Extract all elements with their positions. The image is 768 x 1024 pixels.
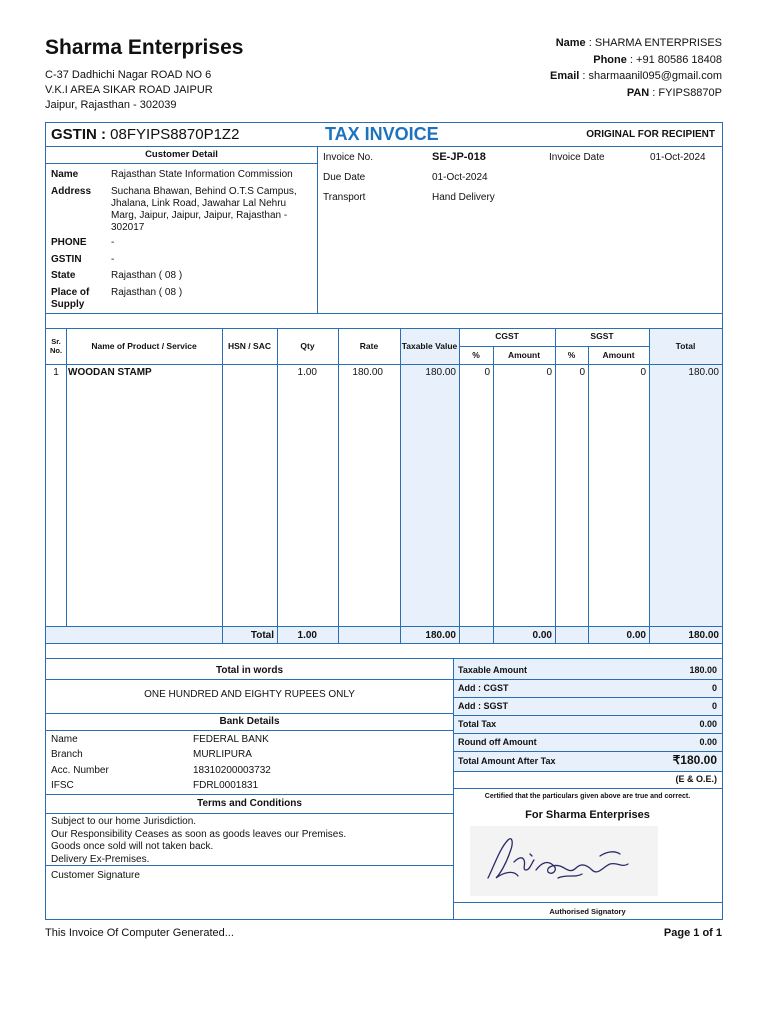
due-date: 01-Oct-2024: [432, 172, 488, 183]
row-product-name: WOODAN STAMP: [68, 367, 152, 378]
bank-heading: Bank Details: [219, 716, 280, 727]
place-of-supply: Rajasthan ( 08 ): [111, 287, 183, 298]
customer-name: Rajasthan State Information Commission: [111, 169, 293, 180]
invoice-no: SE-JP-018: [432, 151, 486, 163]
transport-label: Transport: [323, 192, 366, 203]
header-hsn: HSN / SAC: [228, 341, 271, 351]
row-sr: 1: [53, 367, 59, 378]
total-sgst: 0.00: [626, 630, 646, 641]
signature-image: [470, 826, 658, 896]
total-tax-label: Total Tax: [458, 719, 497, 729]
customer-gstin: -: [111, 254, 115, 265]
cgst-label: Add : CGST: [458, 683, 509, 693]
header-sgst-amount: Amount: [602, 350, 635, 360]
address-line: V.K.I AREA SIKAR ROAD JAIPUR: [45, 84, 213, 96]
seller-pan-line: PAN : FYIPS8870P: [626, 86, 722, 99]
terms-text: Subject to our home Jurisdiction. Our Responsibility Ceases as soon as goods leaves our Premises. Goods once sold will not taken back. Delivery Ex-Premises.: [51, 816, 347, 865]
gstin: GSTIN : 08FYIPS8870P1Z2: [51, 126, 240, 143]
seller-contact: [550, 35, 722, 101]
invoice-title: TAX INVOICE: [325, 124, 439, 144]
company-name: Sharma Enterprises: [45, 36, 244, 59]
total-taxable: 180.00: [425, 630, 456, 641]
bank-name: FEDERAL BANK: [193, 734, 269, 745]
taxable-amount-label: Taxable Amount: [458, 665, 528, 675]
row-cgst-amount: 0: [546, 367, 552, 378]
header-sr-no: Sr. No.: [49, 337, 63, 355]
customer-detail: [46, 147, 318, 313]
row-total: 180.00: [688, 367, 719, 378]
customer-state: Rajasthan ( 08 ): [111, 270, 183, 281]
row-sgst-pct: 0: [579, 367, 585, 378]
total-amount: 180.00: [688, 630, 719, 641]
total-label: Total: [250, 630, 274, 641]
sgst-value: 0: [711, 701, 717, 711]
header-sgst-pct: %: [567, 350, 576, 360]
gstin-row: [46, 123, 722, 147]
invoice-date-label: Invoice Date: [549, 152, 605, 163]
invoice-frame: [45, 122, 723, 920]
header-cgst-pct: %: [472, 350, 480, 360]
row-cgst-pct: 0: [484, 367, 490, 378]
words-heading: Total in words: [215, 665, 284, 676]
invoice-date: 01-Oct-2024: [650, 152, 706, 163]
bank-ifsc: FDRL0001831: [193, 780, 259, 791]
customer-heading: Customer Detail: [46, 147, 317, 164]
header-qty: Qty: [300, 341, 315, 351]
place-of-supply-label: Place of Supply: [51, 287, 90, 310]
header-total: Total: [675, 341, 696, 351]
eoe: (E & O.E.): [675, 774, 717, 784]
customer-signature-label: Customer Signature: [51, 870, 140, 881]
header-sgst: SGST: [590, 331, 614, 341]
seller-email-line: Email : sharmaanil095@gmail.com: [550, 70, 722, 82]
terms-heading: Terms and Conditions: [197, 798, 302, 809]
footer-note: This Invoice Of Computer Generated...: [45, 927, 234, 939]
round-off-label: Round off Amount: [458, 737, 537, 747]
invoice-no-label: Invoice No.: [323, 152, 374, 163]
header-rate: Rate: [359, 341, 379, 351]
bank-ifsc-label: IFSC: [51, 780, 74, 791]
customer-phone: -: [111, 237, 115, 248]
authorised-signatory: Authorised Signatory: [549, 907, 626, 916]
signature-text: Anil Sharma: [564, 892, 570, 893]
customer-phone-label: PHONE: [51, 237, 87, 248]
round-off: 0.00: [699, 737, 717, 747]
sgst-label: Add : SGST: [458, 701, 508, 711]
due-date-label: Due Date: [323, 172, 366, 183]
separator-band: [46, 313, 722, 328]
taxable-amount: 180.00: [689, 665, 717, 675]
words-value: ONE HUNDRED AND EIGHTY RUPEES ONLY: [144, 689, 355, 700]
header-product-name: Name of Product / Service: [91, 341, 197, 351]
copy-label: ORIGINAL FOR RECIPIENT: [586, 129, 715, 140]
row-sgst-amount: 0: [640, 367, 646, 378]
bank-branch: MURLIPURA: [193, 749, 252, 760]
customer-state-label: State: [51, 270, 76, 281]
row-rate: 180.00: [352, 367, 383, 378]
address-line: C-37 Dadhichi Nagar ROAD NO 6: [45, 69, 212, 81]
bank-acc: 18310200003732: [193, 765, 271, 776]
address-line: Jaipur, Rajasthan - 302039: [45, 99, 177, 111]
total-tax: 0.00: [699, 719, 717, 729]
company-address: [45, 68, 213, 113]
seller-name-line: Name : SHARMA ENTERPRISES: [555, 37, 722, 49]
seller-phone-line: Phone : +91 80586 18408: [593, 53, 722, 66]
total-cgst: 0.00: [532, 630, 552, 641]
after-tax-amount: ₹180.00: [672, 753, 717, 767]
customer-gstin-label: GSTIN: [51, 254, 82, 265]
cgst-value: 0: [711, 683, 717, 693]
total-qty: 1.00: [297, 630, 317, 641]
bank-branch-label: Branch: [51, 749, 83, 760]
for-company: For Sharma Enterprises: [525, 809, 650, 821]
bank-name-label: Name: [51, 734, 78, 745]
transport: Hand Delivery: [432, 192, 495, 203]
page-number: Page 1 of 1: [663, 927, 722, 939]
row-qty: 1.00: [297, 367, 317, 378]
certified-text: Certified that the particulars given above are true and correct.: [484, 793, 691, 800]
customer-name-label: Name: [51, 169, 79, 180]
customer-address: Suchana Bhawan, Behind O.T.S Campus, Jhalana, Link Road, Jawahar Lal Nehru Marg, Jaipur, Jaipur, Jaipur, Rajasthan - 302017: [111, 186, 297, 233]
row-taxable: 180.00: [425, 367, 456, 378]
customer-address-label: Address: [51, 186, 92, 197]
header-cgst: CGST: [495, 331, 519, 341]
after-tax-label: Total Amount After Tax: [458, 756, 556, 766]
header-cgst-amount: Amount: [507, 350, 541, 360]
bank-acc-label: Acc. Number: [51, 765, 109, 776]
header-taxable-value: Taxable Value: [401, 341, 458, 351]
